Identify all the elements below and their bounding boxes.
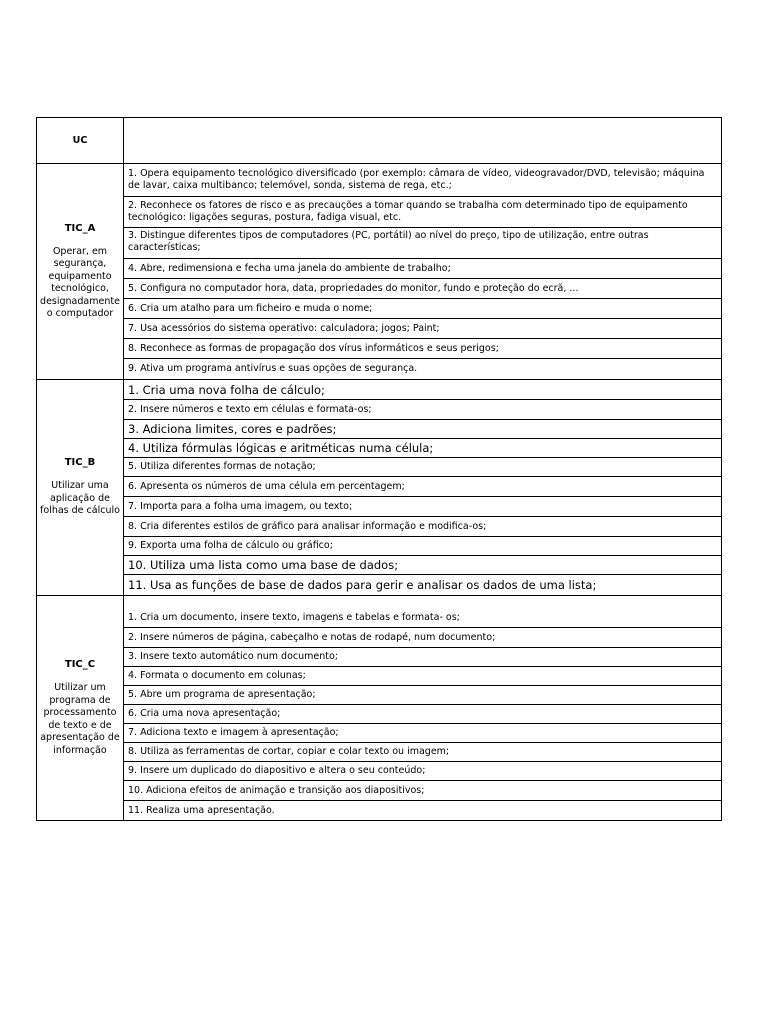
section-code: TIC_A [64,222,96,234]
section-description: Utilizar uma aplicação de folhas de cálculo [40,480,120,517]
competency-item: 1. Cria um documento, insere texto, imagens e tabelas e formata- os; [124,596,721,628]
section-label-cell [37,380,124,595]
competency-item: 5. Abre um programa de apresentação; [124,686,721,705]
competency-item: 4. Formata o documento em colunas; [124,667,721,686]
competency-item: 5. Utiliza diferentes formas de notação; [124,458,721,477]
uc-blank-cell [124,118,721,163]
competency-table [36,117,722,821]
competency-item: 2. Insere números de página, cabeçalho e notas de rodapé, num documento; [124,628,721,648]
competency-item: 9. Ativa um programa antivírus e suas opções de segurança. [128,363,418,374]
section-label-cell [37,164,124,379]
uc-header-row [36,117,722,164]
section-tic-b [36,380,722,596]
competency-item: 7. Importa para a folha uma imagem, ou texto; [124,497,721,517]
competency-item: 4. Utiliza fórmulas lógicas e aritméticas numa célula; [124,439,721,458]
competency-item: 8. Cria diferentes estilos de gráfico para analisar informação e modifica-os; [124,517,721,537]
section-code: TIC_C [64,659,96,670]
competency-item: 7. Usa acessórios do sistema operativo: calculadora; jogos; Paint; [124,319,721,339]
section-tic-c [36,596,722,821]
competency-item: 11. Realiza uma apresentação. [128,804,275,816]
section-items [124,380,721,595]
competency-item: 2. Reconhece os fatores de risco e as precauções a tomar quando se trabalha com determinado tipo de equipamento tecnológico: ligações seguras, postura, fadiga visual, etc. [124,197,721,228]
competency-item: 3. Insere texto automático num documento; [124,648,721,667]
section-items [124,164,721,379]
competency-item: 6. Apresenta os números de uma célula em percentagem; [124,477,721,497]
competency-item: 2. Insere números e texto em células e formata-os; [124,400,721,420]
section-code: TIC_B [64,457,96,469]
competency-item: 3. Adiciona limites, cores e padrões; [124,420,721,439]
competency-item: 6. Cria um atalho para um ficheiro e muda o nome; [124,299,721,319]
competency-item: 8. Reconhece as formas de propagação dos vírus informáticos e seus perigos; [124,339,721,359]
competency-item: 8. Utiliza as ferramentas de cortar, copiar e colar texto ou imagem; [124,743,721,762]
section-description: Operar, em segurança, equipamento tecnológico, designadamente o computador [40,245,120,319]
uc-label: UC [37,118,124,163]
competency-item: 6. Cria uma nova apresentação; [124,705,721,724]
competency-item: 10. Adiciona efeitos de animação e transição aos diapositivos; [124,781,721,801]
competency-item: 7. Adiciona texto e imagem à apresentação; [124,724,721,743]
competency-item: 10. Utiliza uma lista como uma base de dados; [124,556,721,575]
section-tic-a [36,164,722,380]
competency-item: 9. Exporta uma folha de cálculo ou gráfico; [124,537,721,556]
competency-item: 3. Distingue diferentes tipos de computadores (PC, portátil) ao nível do preço, tipo de utilização, entre outras características; [124,228,721,259]
section-label-cell [37,596,124,820]
competency-item: 1. Opera equipamento tecnológico diversificado (por exemplo: câmara de vídeo, videogravador/DVD, televisão; máquina de lavar, caixa multibanco; telemóvel, sonda, sistema de rega, etc.; [124,164,721,197]
section-description: Utilizar um programa de processamento de texto e de apresentação de informação [40,682,120,756]
competency-item: 11. Usa as funções de base de dados para gerir e analisar os dados de uma lista; [128,578,597,592]
competency-item: 4. Abre, redimensiona e fecha uma janela do ambiente de trabalho; [124,259,721,279]
section-items [124,596,721,820]
competency-item: 5. Configura no computador hora, data, propriedades do monitor, fundo e proteção do ecrã, ... [124,279,721,299]
competency-item: 9. Insere um duplicado do diapositivo e altera o seu conteúdo; [124,762,721,781]
competency-item: 1. Cria uma nova folha de cálculo; [124,380,721,400]
